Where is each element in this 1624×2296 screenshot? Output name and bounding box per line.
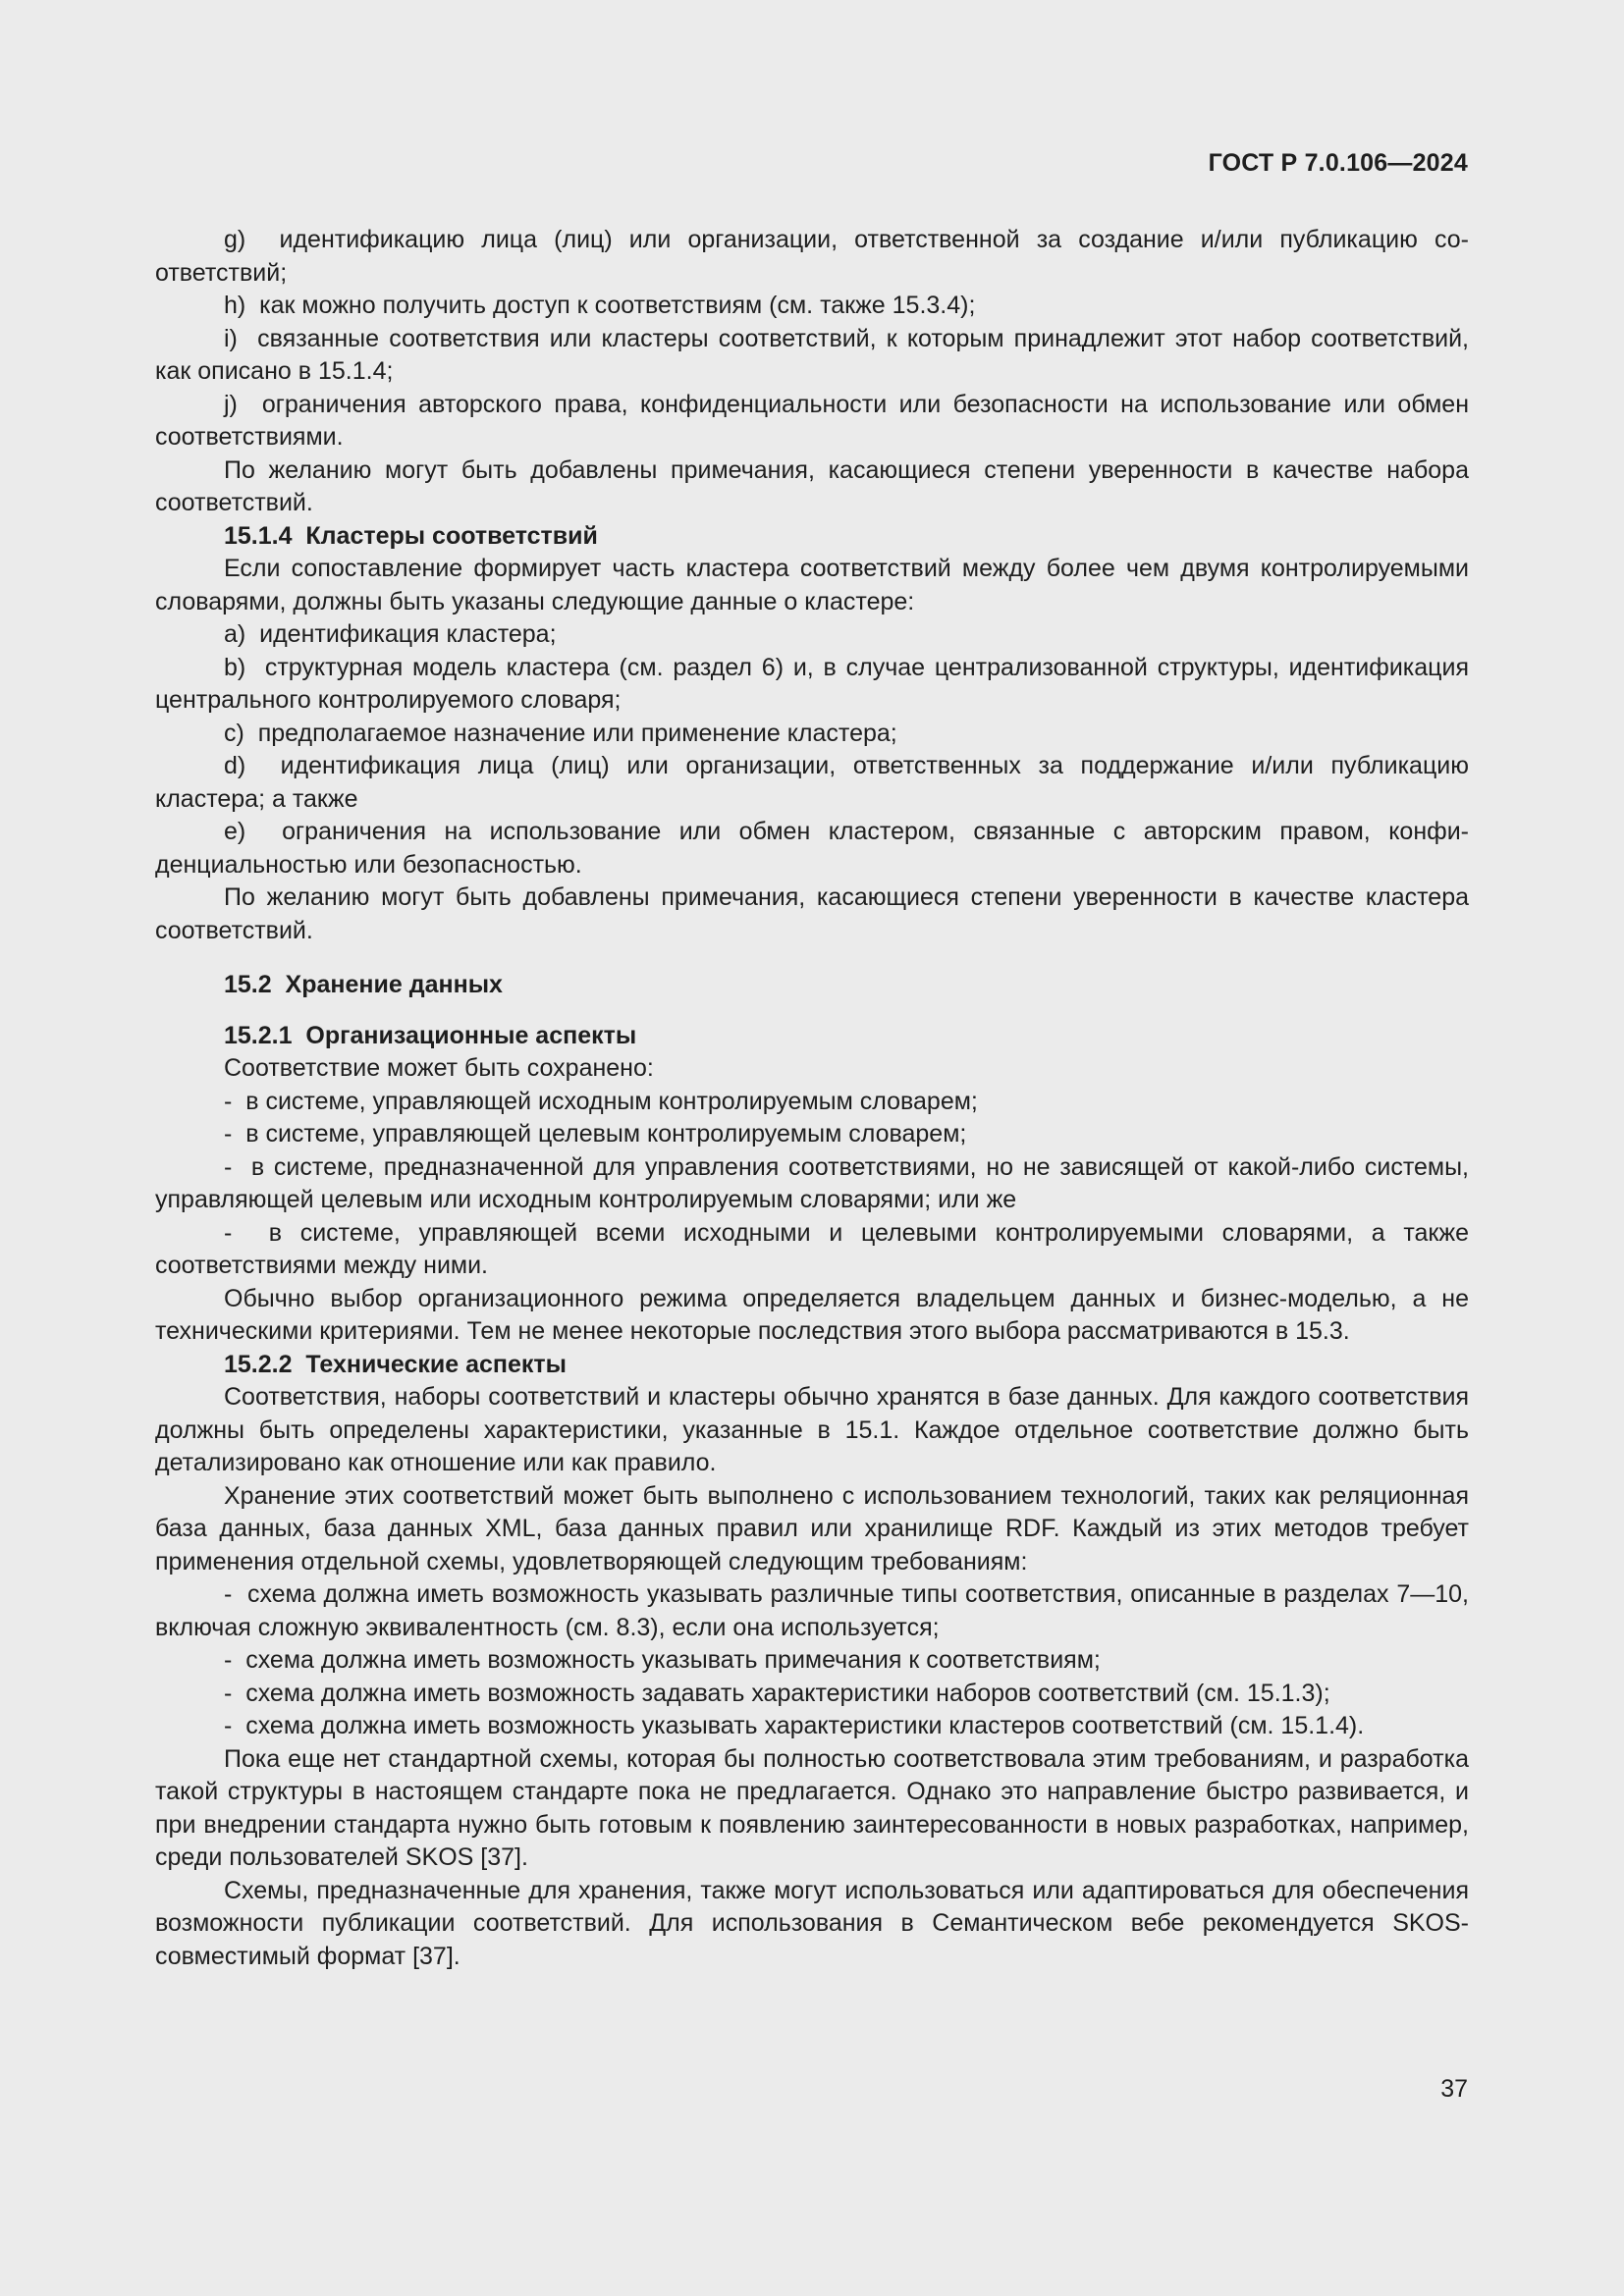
section-heading-15-2-1: 15.2.1 Организационные аспекты [224, 1021, 637, 1049]
paragraph-organizational-choice: Обычно выбор организационного режима определяется владельцем данных и бизнес-моделью, а не техническими критериями. Тем не менее некоторые последствия этого выбора рассматриваются в 15.3. [155, 1284, 1469, 1345]
section-heading-15-2: 15.2 Хранение данных [224, 971, 503, 998]
dash-item-schema-clusters: - схема должна иметь возможность указывать характеристики кластеров соответствий (см. 15.1.4). [224, 1712, 1365, 1739]
dash-item-schema-notes: - схема должна иметь возможность указывать примечания к соответствиям; [224, 1646, 1101, 1674]
section-heading-15-1-4: 15.1.4 Кластеры соответствий [224, 521, 598, 550]
dash-item-dedicated-system: - в системе, предназначенной для управления соответствиями, но не зависящей от какой-либо системы, управляющей целевым или исходным контролируемым словарями; или же [155, 1152, 1469, 1213]
list-item-h: h) как можно получить доступ к соответствиям (см. также 15.3.4); [224, 292, 976, 319]
list-item-b: b) структурная модель кластера (см. раздел 6) и, в случае централизованной структуры, идентификация центрального контролируемого словаря; [155, 653, 1469, 714]
paragraph-technical-database: Соответствия, наборы соответствий и кластеры обычно хранятся в базе данных. Для каждого соответствия должны быть определены характеристики, указанные в 15.1. Каждое отдельное соответствие должно быть детализировано как отношение или как правило. [155, 1383, 1469, 1476]
paragraph-notes-set: По желанию могут быть добавлены примечания, касающиеся степени уверенности в качестве набора соответствий. [155, 455, 1469, 516]
list-item-g: g) идентификацию лица (лиц) или организации, ответственной за создание и/или публикацию соответствий; [155, 226, 1469, 287]
dash-item-source-system: - в системе, управляющей исходным контролируемым словарем; [224, 1087, 978, 1115]
list-item-e: e) ограничения на использование или обмен кластером, связанные с авторским правом, конфиденциальностью или безопасностью. [155, 818, 1469, 879]
paragraph-no-standard-schema: Пока еще нет стандартной схемы, которая бы полностью соответствовала этим требованиям, и разработка такой структуры в настоящем стандарте пока не предлагается. Однако это направление быстро развивается, и при внедрении стандарта нужно быть готовым к появлению заинтересованности в новых разработках, например, среди пользователей SKOS [37]. [155, 1744, 1469, 1871]
list-item-d: d) идентификация лица (лиц) или организации, ответственных за поддержание и/или публикацию кластера; а также [155, 752, 1469, 813]
list-item-j: j) ограничения авторского права, конфиденциальности или безопасности на использование или обмен соответствиями. [155, 390, 1469, 451]
page-body [155, 224, 1469, 1973]
list-item-i: i) связанные соответствия или кластеры соответствий, к которым принадлежит этот набор соответствий, как описано в 15.1.4; [155, 324, 1469, 385]
dash-item-schema-sets: - схема должна иметь возможность задавать характеристики наборов соответствий (см. 15.1.3); [224, 1679, 1330, 1707]
list-item-a: а) идентификация кластера; [224, 620, 557, 648]
dash-item-target-system: - в системе, управляющей целевым контролируемым словарем; [224, 1120, 967, 1148]
paragraph-storage-intro: Соответствие может быть сохранено: [224, 1054, 654, 1082]
page-number: 37 [1440, 2075, 1468, 2103]
paragraph-notes-cluster: По желанию могут быть добавлены примечания, касающиеся степени уверенности в качестве кластера соответствий. [155, 883, 1469, 944]
list-item-c: c) предполагаемое назначение или применение кластера; [224, 719, 897, 747]
dash-item-all-system: - в системе, управляющей всеми исходными и целевыми контролируемыми словарями, а также соответствиями между ними. [155, 1218, 1469, 1279]
section-heading-15-2-2: 15.2.2 Технические аспекты [224, 1350, 568, 1378]
paragraph-publication-schemas: Схемы, предназначенные для хранения, также могут использоваться или адаптироваться для обеспечения возможности публикации соответствий. Для использования в Семантическом вебе рекомендуется SKOS-совместимый формат [37]. [155, 1876, 1469, 1970]
dash-item-schema-types: - схема должна иметь возможность указывать различные типы соответствия, описанные в разделах 7—10, включая сложную эквивалентность (см. 8.3), если она используется; [155, 1580, 1469, 1641]
document-code-header: ГОСТ Р 7.0.106—2024 [1208, 149, 1468, 177]
paragraph-cluster-intro: Если сопоставление формирует часть кластера соответствий между более чем двумя контролируемыми словарями, должны быть указаны следующие данные о кластере: [155, 555, 1469, 615]
paragraph-technical-technologies: Хранение этих соответствий может быть выполнено с использованием технологий, таких как реляционная база данных, база данных XML, база данных правил или хранилище RDF. Каждый из этих методов требует применения отдельной схемы, удовлетворяющей следующим требованиям: [155, 1481, 1469, 1575]
